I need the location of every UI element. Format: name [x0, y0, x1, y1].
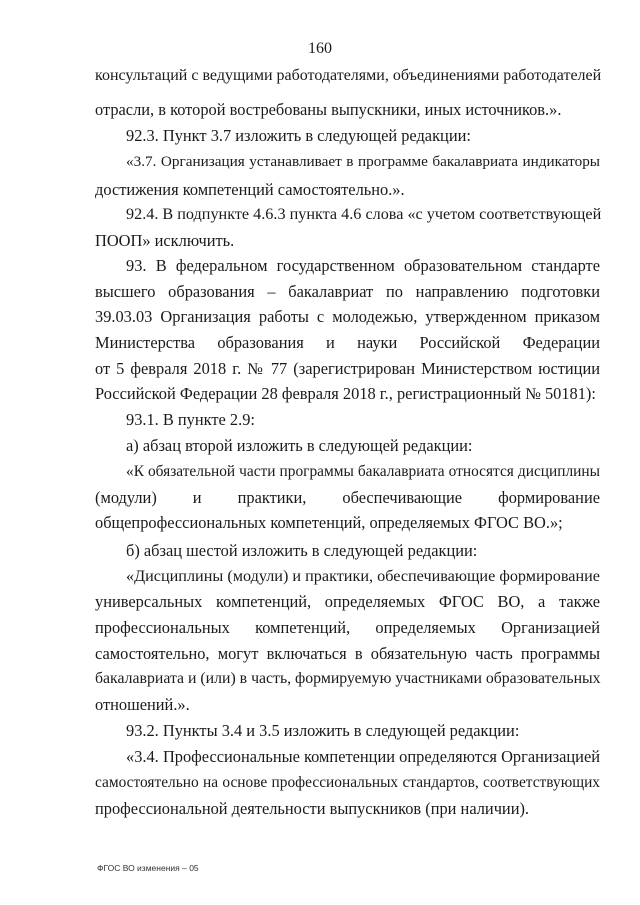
text-line: 93.2. Пункты 3.4 и 3.5 изложить в следующей редакции: — [126, 721, 520, 740]
text-line: ПООП» исключить. — [95, 231, 235, 250]
text-line: универсальных компетенций, определяемых ФГОС ВО, а также — [95, 592, 600, 611]
text-line: 93. В федеральном государственном образовательном стандарте — [126, 256, 600, 275]
text-line: «3.7. Организация устанавливает в программе бакалавриата индикаторы — [126, 153, 600, 170]
text-line: 93.1. В пункте 2.9: — [126, 410, 255, 429]
text-line: Министерства образования и науки Российской Федерации — [95, 333, 600, 352]
text-line: «К обязательной части программы бакалавриата относятся дисциплины — [126, 463, 600, 480]
text-line: самостоятельно на основе профессиональных стандартов, соответствующих — [95, 774, 600, 791]
text-line: 92.3. Пункт 3.7 изложить в следующей редакции: — [126, 126, 471, 145]
text-line: Российской Федерации 28 февраля 2018 г., регистрационный № 50181): — [95, 384, 596, 403]
text-line: достижения компетенций самостоятельно.». — [95, 180, 405, 199]
footer-note: ФГОС ВО изменения – 05 — [97, 863, 199, 873]
text-line: 92.4. В подпункте 4.6.3 пункта 4.6 слова «с учетом соответствующей — [126, 205, 602, 223]
text-line: «3.4. Профессиональные компетенции определяются Организацией — [126, 747, 600, 766]
page-number: 160 — [308, 40, 332, 57]
text-line: отношений.». — [95, 695, 190, 714]
text-line: общепрофессиональных компетенций, определяемых ФГОС ВО.»; — [95, 513, 563, 532]
text-line: профессиональной деятельности выпускников (при наличии). — [95, 799, 530, 818]
text-line: бакалавриата и (или) в часть, формируемую участниками образовательных — [95, 670, 601, 687]
text-line: от 5 февраля 2018 г. № 77 (зарегистрирован Министерством юстиции — [95, 359, 600, 378]
text-line: 39.03.03 Организация работы с молодежью, утвержденном приказом — [95, 307, 600, 326]
text-line: «Дисциплины (модули) и практики, обеспечивающие формирование — [126, 567, 600, 585]
text-line: б) абзац шестой изложить в следующей редакции: — [126, 541, 478, 560]
text-line: профессиональных компетенций, определяемых Организацией — [95, 618, 600, 637]
text-line: консультаций с ведущими работодателями, объединениями работодателей — [95, 67, 602, 84]
text-line: отрасли, в которой востребованы выпускники, иных источников.». — [95, 100, 562, 119]
text-line: высшего образования – бакалавриат по направлению подготовки — [95, 282, 600, 301]
text-line: (модули) и практики, обеспечивающие формирование — [95, 488, 600, 507]
text-line: самостоятельно, могут включаться в обязательную часть программы — [95, 644, 600, 663]
text-line: а) абзац второй изложить в следующей редакции: — [126, 436, 473, 455]
